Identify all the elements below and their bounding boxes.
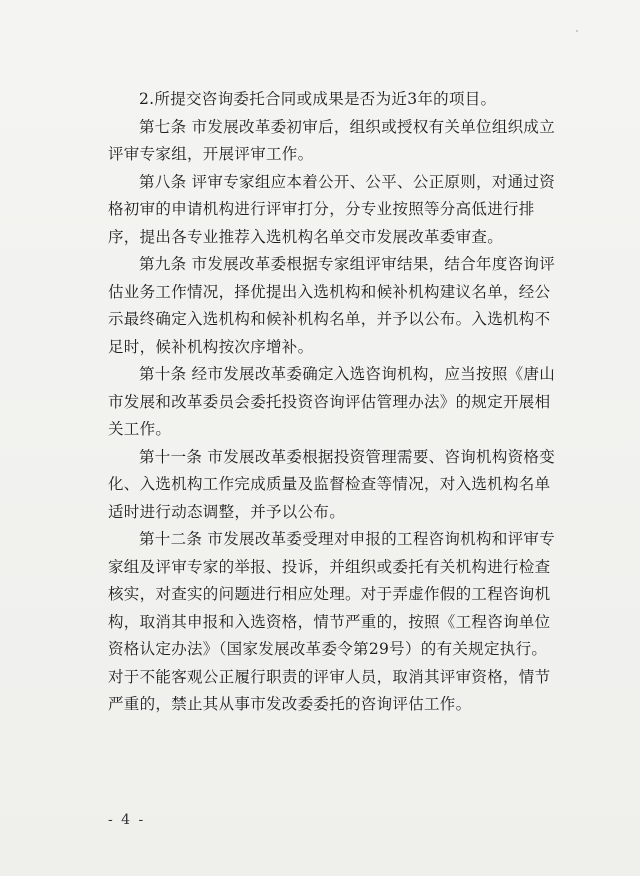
paragraph-article-7: 第七条 市发展改革委初审后，组织或授权有关单位组织成立评审专家组，开展评审工作。 — [108, 117, 556, 163]
paragraph-article-9: 第九条 市发展改革委根据专家组评审结果，结合年度咨询评估业务工作情况，择优提出入选机构和候补机构建议名单，经公示最终确定入选机构和候补机构名单，并予以公布。入选机构不足时，候补机构按次序增补。 — [108, 255, 556, 356]
paragraph-article-8: 第八条 评审专家组应本着公开、公平、公正原则，对通过资格初审的申请机构进行评审打分，分专业按照等分高低进行排序，提出各专业推荐入选机构名单交市发展改革委审查。 — [108, 172, 556, 246]
scan-speck — [576, 30, 578, 32]
paragraph-article-10: 第十条 经市发展改革委确定入选咨询机构，应当按照《唐山市发展和改革委员会委托投资咨询评估管理办法》的规定开展相关工作。 — [108, 365, 556, 438]
page-number: - 4 - — [108, 812, 146, 828]
paragraph-article-11: 第十一条 市发展改革委根据投资管理需要、咨询机构资格变化、入选机构工作完成质量及监督检查等情况，对入选机构名单适时进行动态调整，并予以公布。 — [108, 447, 556, 521]
paragraph-article-12: 第十二条 市发展改革委受理对申报的工程咨询机构和评审专家组及评审专家的举报、投诉，并组织或委托有关机构进行检查核实，对查实的问题进行相应处理。对于弄虚作假的工程咨询机构，取消其申报和入选资格，情节严重的，按照《工程咨询单位资格认定办法》（国家发展改革委令第29号）的有关规定执行。对于不能客观公正履行职责的评审人员，取消其评审资格，情节严重的，禁止其从事市发改委委托的咨询评估工作。 — [108, 530, 556, 713]
body-text — [108, 86, 556, 719]
paragraph-criteria-item-2: 2.所提交咨询委托合同或成果是否为近3年的项目。 — [139, 90, 497, 108]
